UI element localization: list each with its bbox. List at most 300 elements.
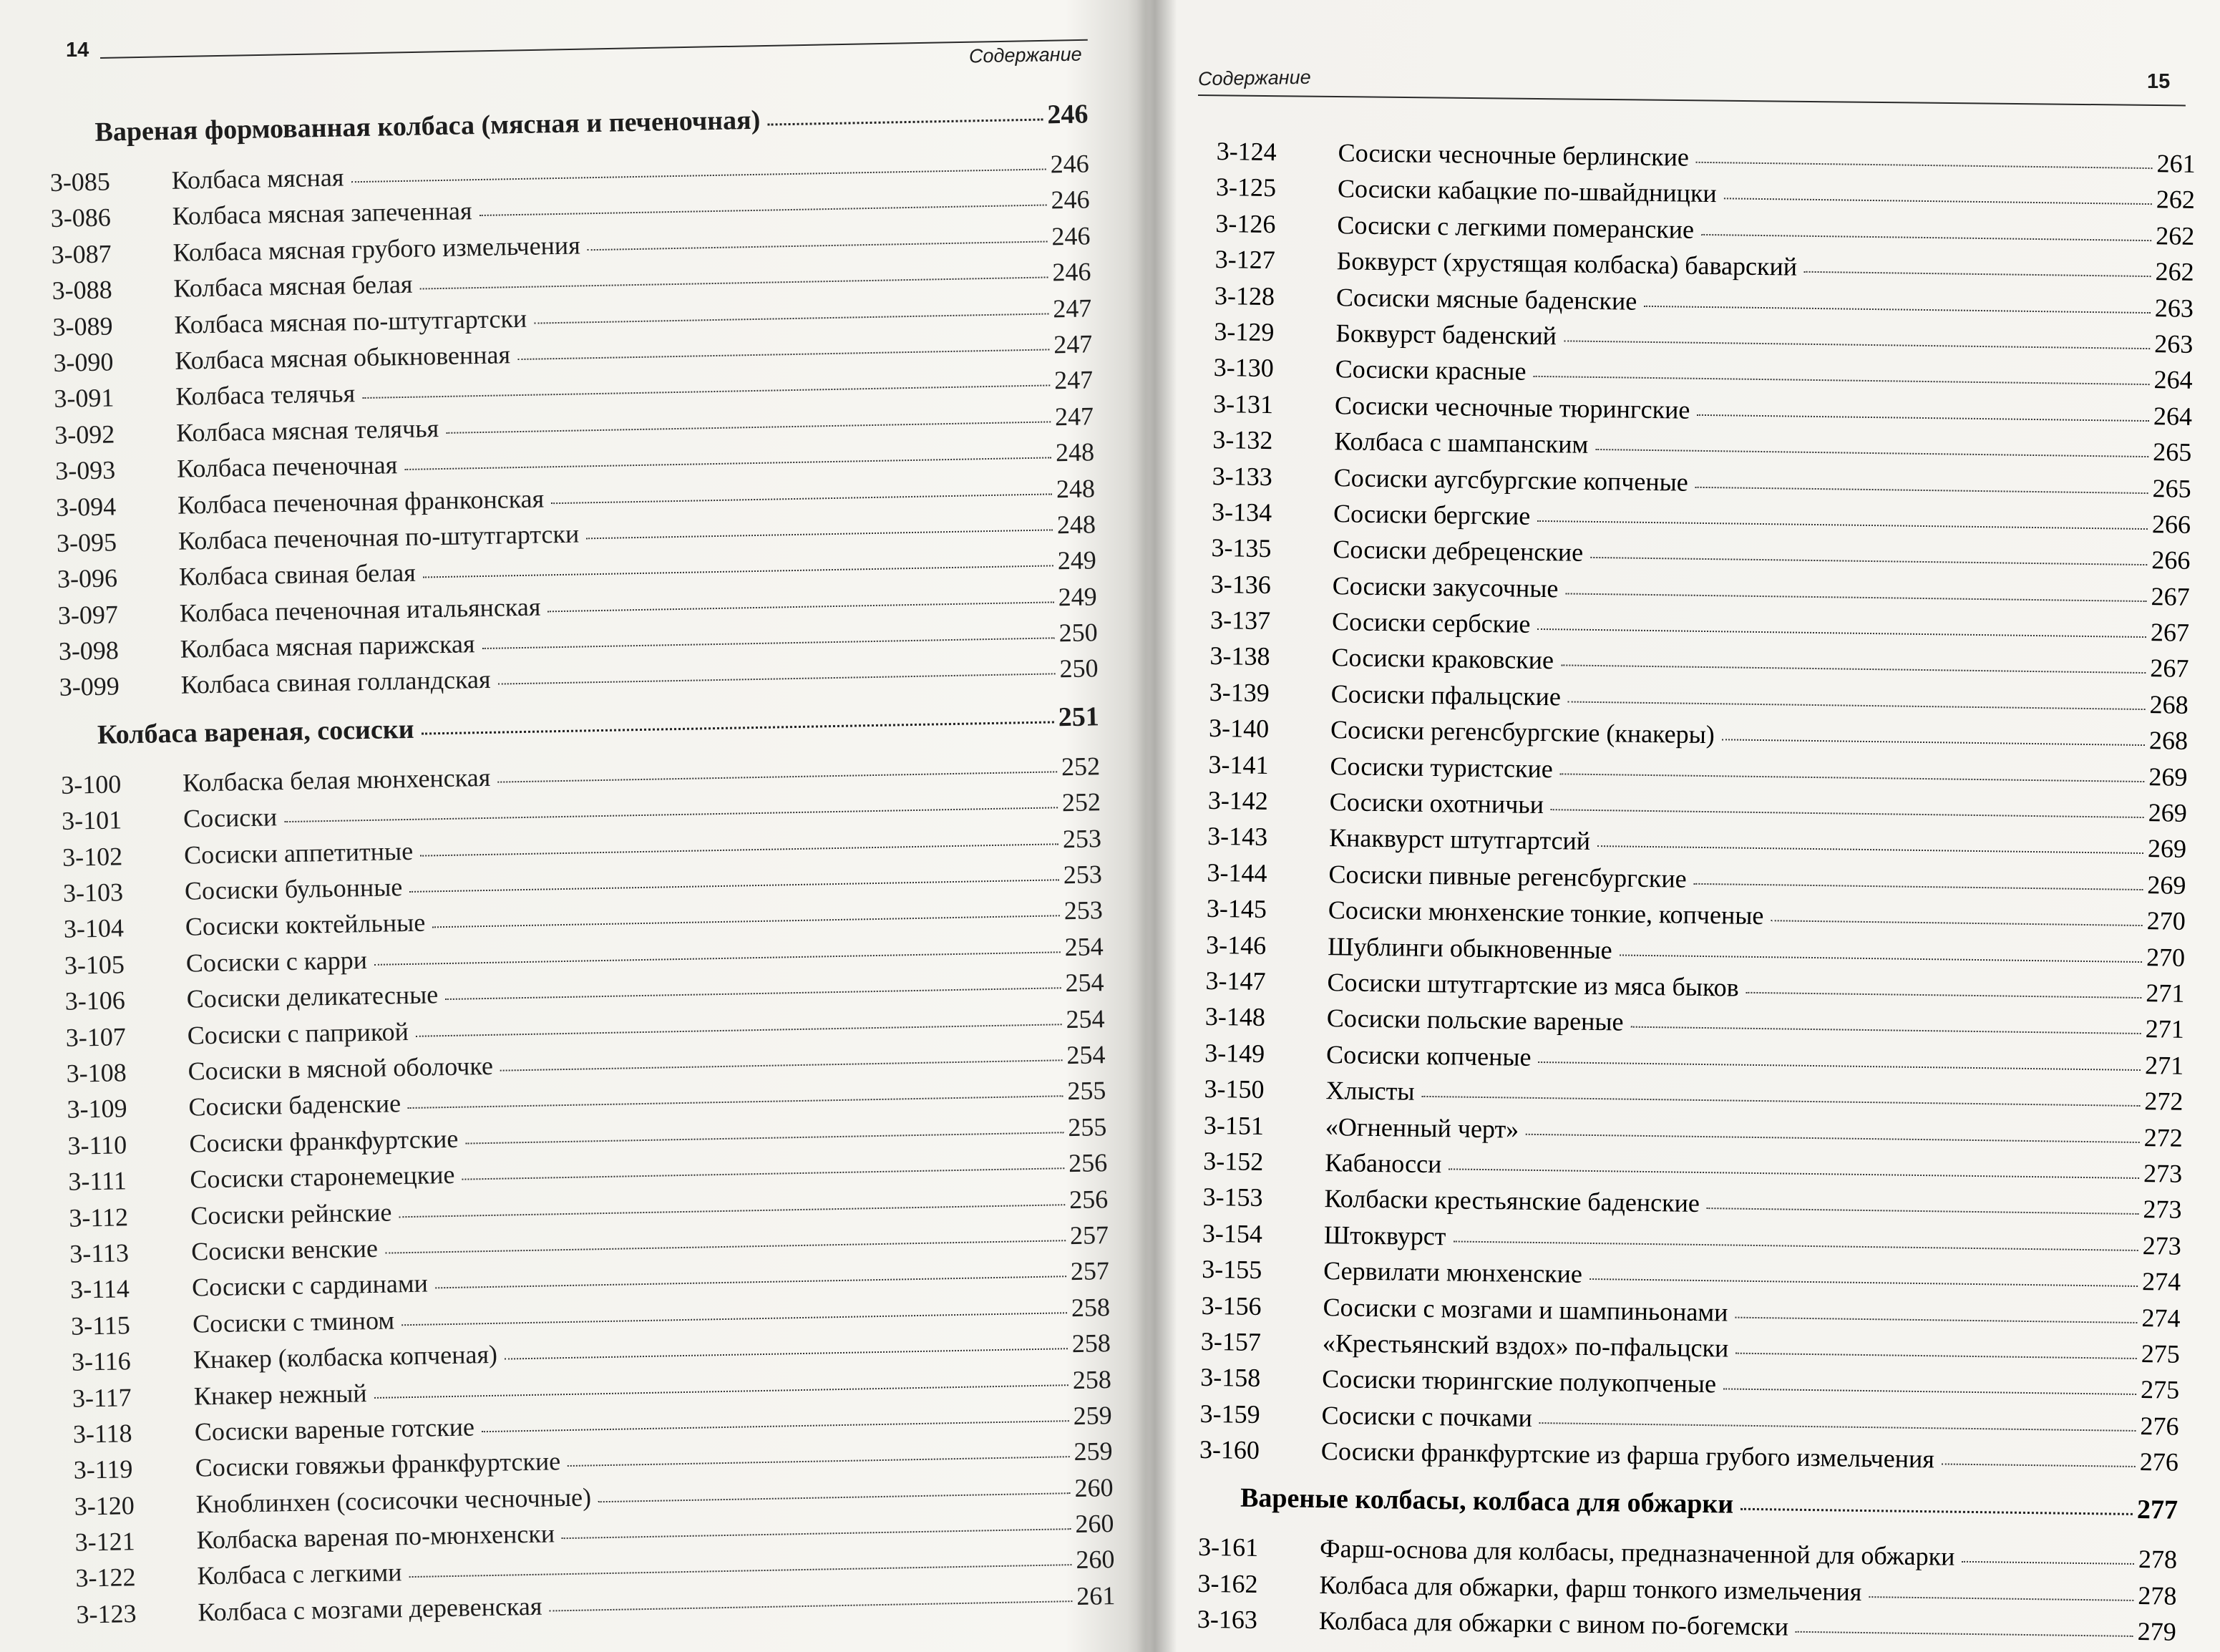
- dot-leader: [432, 915, 1060, 928]
- entry-page: 265: [2153, 437, 2192, 467]
- entry-title: Сосиски мюнхенские тонкие, копченые: [1328, 895, 1764, 931]
- entry-page: 254: [1064, 932, 1104, 961]
- dot-leader: [409, 1565, 1072, 1578]
- entry-code: 3-146: [1205, 930, 1267, 960]
- entry-code: 3-093: [54, 455, 116, 486]
- entry-title: Кнакер (колбаска копченая): [193, 1339, 498, 1374]
- entry-page: 274: [2141, 1303, 2181, 1333]
- dot-leader: [399, 1204, 1066, 1218]
- entry-page: 268: [2148, 726, 2189, 756]
- entry-code: 3-150: [1204, 1074, 1265, 1104]
- entry-page: 254: [1065, 968, 1104, 998]
- entry-title: Колбаса мясная парижская: [180, 629, 475, 664]
- entry-code: 3-161: [1197, 1532, 1259, 1563]
- entry-code: 3-124: [1216, 136, 1277, 167]
- entry-page: 271: [2145, 1014, 2185, 1044]
- entry-page: 262: [2155, 257, 2194, 287]
- dot-leader: [1697, 414, 2149, 422]
- entry-title: Колбаса мясная белая: [173, 269, 413, 303]
- entry-title: Колбаса свиная белая: [178, 558, 417, 592]
- entry-title: Шублинги обыкновенные: [1327, 931, 1612, 964]
- dot-leader: [568, 1456, 1070, 1467]
- entry-title: Кнакер нежный: [193, 1378, 367, 1411]
- dot-leader: [1568, 701, 2146, 710]
- entry-code: 3-143: [1207, 822, 1268, 852]
- entry-page: 260: [1075, 1509, 1114, 1539]
- entry-code: 3-144: [1207, 857, 1267, 888]
- entry-title: Сосиски туристские: [1330, 751, 1554, 783]
- page-number: 14: [66, 39, 89, 62]
- entry-code: 3-137: [1209, 606, 1271, 636]
- left-page-header: [0, 0, 1138, 72]
- entry-code: 3-106: [64, 986, 126, 1016]
- dot-leader: [1597, 845, 2143, 854]
- dot-leader: [1694, 883, 2143, 890]
- entry-page: 248: [1056, 510, 1096, 540]
- entry-title: Сосиски: [182, 802, 278, 833]
- entry-page: 247: [1052, 293, 1092, 323]
- entry-code: 3-135: [1211, 533, 1272, 563]
- entry-page: 253: [1062, 823, 1102, 853]
- dot-leader: [1746, 992, 2142, 999]
- entry-title: Колбаса печеночная: [176, 450, 398, 483]
- entry-title: Колбаса печеночная итальянская: [179, 592, 541, 628]
- entry-title: Хлысты: [1325, 1076, 1415, 1106]
- dot-leader: [1589, 1278, 2138, 1287]
- entry-title: Сосиски говяжьи франкфуртские: [195, 1447, 561, 1482]
- entry-code: 3-130: [1213, 353, 1275, 383]
- entry-code: 3-099: [59, 671, 120, 702]
- header-rule: [1198, 94, 2186, 106]
- dot-leader: [362, 385, 1050, 399]
- entry-page: 264: [2153, 365, 2193, 395]
- dot-leader: [598, 1492, 1071, 1502]
- entry-code: 3-139: [1209, 677, 1270, 707]
- entry-page: 269: [2148, 798, 2187, 827]
- dot-leader: [1741, 1508, 2133, 1515]
- dot-leader: [588, 240, 1048, 251]
- dot-leader: [1723, 1389, 2136, 1396]
- entry-page: 272: [2144, 1087, 2184, 1116]
- dot-leader: [482, 637, 1055, 649]
- dot-leader: [284, 807, 1058, 823]
- entry-title: Колбаса телячья: [175, 379, 356, 412]
- entry-page: 246: [1051, 185, 1090, 215]
- entry-page: 276: [2140, 1411, 2179, 1441]
- entry-code: 3-158: [1200, 1363, 1261, 1393]
- entry-code: 3-121: [74, 1527, 136, 1557]
- dot-leader: [1590, 557, 2147, 565]
- section-items: [1197, 1532, 2177, 1652]
- entry-title: Колбаса с легкими: [197, 1558, 402, 1590]
- entry-title: Колбаса мясная грубого измельчения: [172, 230, 581, 267]
- section-title: Вареная формованная колбаса (мясная и печеночная): [94, 105, 761, 147]
- dot-leader: [385, 1240, 1066, 1253]
- dot-leader: [401, 1312, 1067, 1326]
- entry-page: 275: [2140, 1375, 2180, 1405]
- entry-code: 3-155: [1202, 1254, 1262, 1285]
- entry-code: 3-117: [72, 1382, 132, 1413]
- entry-code: 3-136: [1210, 569, 1272, 599]
- entry-page: 276: [2139, 1447, 2179, 1477]
- dot-leader: [1701, 234, 2151, 241]
- dot-leader: [1869, 1596, 2133, 1601]
- entry-page: 260: [1075, 1545, 1115, 1575]
- entry-title: Сосиски дебреценские: [1333, 535, 1584, 568]
- entry-code: 3-110: [67, 1130, 127, 1160]
- entry-title: Кабаносси: [1324, 1148, 1442, 1179]
- dot-leader: [534, 313, 1048, 324]
- entry-title: Колбаска белая мюнхенская: [182, 762, 491, 797]
- dot-leader: [416, 1024, 1062, 1037]
- dot-leader: [408, 1096, 1063, 1109]
- dot-leader: [374, 1384, 1068, 1399]
- entry-page: 248: [1056, 473, 1096, 503]
- entry-code: 3-154: [1202, 1218, 1263, 1248]
- entry-title: Сосиски с сардинами: [191, 1268, 429, 1302]
- entry-page: 271: [2146, 978, 2185, 1008]
- entry-title: Сосиски старонемецкие: [190, 1160, 455, 1194]
- entry-code: 3-149: [1204, 1038, 1265, 1068]
- entry-title: Сосиски закусочные: [1332, 570, 1559, 603]
- entry-page: 246: [1051, 221, 1091, 251]
- right-contents-list: [1197, 136, 2195, 1652]
- entry-page: 263: [2154, 293, 2194, 323]
- dot-leader: [1453, 1240, 2138, 1251]
- entry-title: Колбаса мясная телячья: [175, 413, 439, 447]
- dot-leader: [497, 771, 1057, 782]
- entry-code: 3-132: [1212, 425, 1273, 455]
- entry-code: 3-113: [69, 1238, 130, 1268]
- entry-code: 3-122: [75, 1563, 136, 1593]
- section-items: [61, 751, 1116, 1636]
- entry-code: 3-100: [60, 769, 122, 800]
- entry-page: 246: [1052, 257, 1091, 287]
- entry-code: 3-091: [54, 383, 115, 414]
- dot-leader: [505, 1348, 1068, 1359]
- entry-page: 262: [2156, 220, 2195, 251]
- entry-code: 3-114: [69, 1274, 130, 1305]
- entry-code: 3-086: [50, 203, 112, 233]
- dot-leader: [1724, 198, 2152, 205]
- entry-title: Сосиски красные: [1335, 354, 1527, 387]
- entry-code: 3-095: [56, 528, 117, 558]
- entry-title: Сосиски краковские: [1331, 643, 1554, 675]
- entry-page: 270: [2146, 906, 2186, 936]
- left-contents-list: [49, 91, 1116, 1635]
- dot-leader: [1695, 486, 2148, 493]
- dot-leader: [500, 1059, 1063, 1071]
- entry-items: [1199, 136, 2196, 1483]
- entry-page: 261: [2156, 149, 2196, 178]
- entry-page: 269: [2147, 834, 2187, 864]
- entry-page: 254: [1066, 1004, 1105, 1034]
- entry-title: Колбаса с мозгами деревенская: [198, 1591, 542, 1627]
- entry-page: 259: [1074, 1437, 1113, 1467]
- entry-title: Колбаска вареная по-мюнхенски: [196, 1519, 555, 1555]
- entry-code: 3-148: [1204, 1002, 1266, 1032]
- running-title: Содержание: [1197, 66, 1311, 90]
- entry-code: 3-129: [1214, 316, 1275, 347]
- entry-code: 3-101: [61, 805, 122, 836]
- entry-page: 252: [1061, 787, 1101, 817]
- entry-title: Сосиски с тмином: [192, 1306, 395, 1338]
- entry-code: 3-140: [1208, 714, 1270, 744]
- entry-title: Сосиски пфальцские: [1330, 679, 1562, 711]
- dot-leader: [1696, 162, 2153, 169]
- entry-title: Сосиски штутгартские из мяса быков: [1327, 968, 1739, 1002]
- entry-code: 3-105: [64, 950, 125, 980]
- entry-title: Сервилати мюнхенские: [1323, 1256, 1583, 1288]
- entry-page: 266: [2151, 545, 2191, 575]
- entry-code: 3-127: [1214, 245, 1276, 275]
- dot-leader: [498, 674, 1056, 685]
- dot-leader: [445, 987, 1061, 1000]
- section-page: 277: [2136, 1495, 2178, 1526]
- entry-title: «Крестьянский вздох» по-пфальцски: [1322, 1328, 1729, 1363]
- entry-code: 3-147: [1205, 966, 1266, 996]
- entry-title: Сосиски кабацкие по-швайдницки: [1337, 174, 1717, 208]
- running-title: Содержание: [968, 43, 1082, 67]
- entry-code: 3-119: [73, 1454, 133, 1485]
- entry-title: Сосиски коктейльные: [185, 908, 426, 942]
- entry-title: Сосиски польские вареные: [1326, 1004, 1624, 1036]
- entry-page: 253: [1063, 860, 1103, 890]
- entry-page: 267: [2151, 581, 2190, 611]
- entry-title: Сосиски франкфуртские: [189, 1124, 459, 1158]
- entry-code: 3-141: [1208, 749, 1269, 779]
- entry-title: Сосиски чесночные тюрингские: [1334, 390, 1690, 424]
- dot-leader: [1526, 1133, 2140, 1142]
- dot-leader: [435, 1276, 1066, 1289]
- entry-title: Колбаса мясная обыкновенная: [175, 340, 511, 375]
- entry-title: Сосиски регенсбургские (кнакеры): [1330, 715, 1715, 749]
- entry-code: 3-153: [1202, 1182, 1263, 1213]
- section-title: Колбаса вареная, сосиски: [97, 714, 414, 750]
- dot-leader: [1538, 1061, 2141, 1071]
- entry-page: 266: [2151, 510, 2191, 539]
- entry-title: Колбаса печеночная франконская: [177, 483, 545, 520]
- dot-leader: [1449, 1168, 2139, 1179]
- dot-leader: [446, 421, 1051, 433]
- entry-code: 3-133: [1212, 461, 1273, 491]
- entry-code: 3-096: [57, 563, 118, 594]
- entry-code: 3-109: [67, 1094, 127, 1124]
- entry-code: 3-152: [1202, 1146, 1264, 1176]
- entry-code: 3-104: [63, 913, 125, 944]
- entry-code: 3-085: [49, 167, 111, 197]
- entry-page: 255: [1066, 1076, 1106, 1106]
- entry-code: 3-116: [71, 1346, 132, 1376]
- entry-title: Кноблинхен (сосисочки чесночные): [195, 1482, 592, 1519]
- entry-page: 265: [2152, 473, 2191, 503]
- entry-code: 3-159: [1199, 1399, 1260, 1429]
- entry-code: 3-157: [1200, 1326, 1262, 1356]
- entry-page: 275: [2141, 1338, 2181, 1369]
- entry-title: Сосиски с мозгами и шампиньонами: [1323, 1292, 1728, 1326]
- section-title: Вареные колбасы, колбаса для обжарки: [1240, 1483, 1734, 1520]
- entry-page: 246: [1050, 149, 1089, 179]
- entry-code: 3-162: [1197, 1568, 1258, 1598]
- entry-page: 268: [2149, 689, 2189, 719]
- entry-code: 3-128: [1214, 281, 1275, 311]
- page-number: 15: [2147, 70, 2171, 93]
- entry-page: 249: [1058, 581, 1098, 611]
- entry-page: 273: [2143, 1159, 2183, 1188]
- entry-page: 259: [1073, 1400, 1113, 1430]
- entry-page: 279: [2137, 1617, 2177, 1646]
- entry-code: 3-138: [1209, 641, 1270, 671]
- dot-leader: [1551, 809, 2144, 818]
- entry-title: Сосиски чесночные берлинские: [1338, 138, 1690, 172]
- entry-title: Колбаса для обжарки с вином по-богемски: [1318, 1606, 1789, 1641]
- entry-code: 3-118: [72, 1419, 132, 1449]
- dot-leader: [420, 843, 1058, 856]
- entry-page: 250: [1059, 653, 1099, 684]
- entry-title: Сосиски аугсбургские копченые: [1333, 462, 1689, 497]
- entry-title: Сосиски пивные регенсбургские: [1328, 859, 1687, 893]
- entry-page: 256: [1068, 1184, 1109, 1214]
- entry-page: 274: [2141, 1267, 2181, 1296]
- entry-title: Сосиски тюрингские полукопченые: [1322, 1364, 1717, 1399]
- entry-code: 3-112: [68, 1202, 129, 1233]
- entry-page: 262: [2156, 185, 2196, 215]
- dot-leader: [419, 277, 1048, 290]
- entry-page: 263: [2154, 329, 2194, 359]
- dot-leader: [1560, 773, 2145, 782]
- entry-code: 3-142: [1207, 785, 1269, 816]
- right-page-header: [1174, 0, 2220, 100]
- entry-page: 250: [1058, 618, 1098, 648]
- entry-page: 247: [1053, 329, 1093, 359]
- dot-leader: [551, 493, 1052, 504]
- dot-leader: [767, 119, 1043, 126]
- entry-title: Сосиски баденские: [188, 1089, 401, 1122]
- entry-code: 3-123: [76, 1598, 137, 1629]
- entry-page: 258: [1072, 1364, 1112, 1394]
- dot-leader: [1771, 920, 2142, 926]
- entry-page: 257: [1069, 1220, 1109, 1250]
- entry-title: Колбаса мясная: [171, 162, 344, 195]
- entry-title: Сосиски франкфуртские из фарша грубого измельчения: [1320, 1437, 1935, 1474]
- entry-page: 258: [1071, 1328, 1111, 1359]
- entry-code: 3-087: [51, 239, 112, 269]
- dot-leader: [547, 601, 1053, 612]
- entry-page: 247: [1053, 365, 1094, 395]
- entry-code: 3-115: [70, 1310, 131, 1341]
- entry-page: 270: [2146, 942, 2186, 972]
- entry-page: 257: [1070, 1256, 1110, 1286]
- entry-title: Сосиски в мясной оболочке: [188, 1051, 494, 1086]
- dot-leader: [1537, 520, 2148, 530]
- entry-page: 267: [2150, 618, 2190, 647]
- dot-leader: [1707, 1208, 2139, 1215]
- entry-page: 260: [1074, 1472, 1114, 1502]
- dot-leader: [1630, 1026, 2141, 1034]
- entry-page: 255: [1067, 1112, 1107, 1142]
- entry-title: Штоквурст: [1323, 1220, 1446, 1251]
- entry-page: 258: [1071, 1292, 1111, 1322]
- entry-title: Колбаски крестьянские баденские: [1324, 1184, 1700, 1218]
- dot-leader: [374, 951, 1061, 966]
- entry-code: 3-120: [74, 1490, 135, 1521]
- entry-title: Сосиски венские: [190, 1233, 379, 1266]
- entry-code: 3-107: [65, 1021, 127, 1052]
- entry-title: Сосиски с паприкой: [187, 1016, 409, 1050]
- dot-leader: [409, 879, 1059, 893]
- dot-leader: [482, 1420, 1069, 1432]
- entry-page: 247: [1054, 402, 1094, 432]
- entry-page: 271: [2144, 1050, 2184, 1080]
- dot-leader: [422, 721, 1054, 734]
- entry-page: 278: [2138, 1545, 2178, 1575]
- entry-title: Сосиски с почками: [1321, 1400, 1533, 1432]
- dot-leader: [1962, 1561, 2134, 1565]
- entry-page: 249: [1057, 545, 1097, 575]
- dot-leader: [1804, 271, 2151, 277]
- entry-title: Боквурст (хрустящая колбаска) баварский: [1336, 246, 1798, 281]
- dot-leader: [465, 1132, 1063, 1144]
- entry-code: 3-160: [1199, 1434, 1260, 1465]
- entry-title: Боквурст баденский: [1335, 319, 1557, 351]
- entry-code: 3-125: [1215, 173, 1277, 203]
- dot-leader: [1595, 449, 2148, 457]
- entry-page: 267: [2150, 653, 2189, 684]
- entry-title: Сосиски аппетитные: [183, 836, 414, 870]
- entry-code: 3-094: [55, 491, 117, 522]
- entry-code: 3-145: [1206, 894, 1267, 924]
- entry-code: 3-103: [62, 878, 124, 908]
- dot-leader: [1735, 1353, 2137, 1359]
- dot-leader: [462, 1167, 1064, 1180]
- entry-title: Колбаса свиная голландская: [180, 665, 491, 700]
- entry-title: Кнаквурст штутгартсий: [1328, 823, 1591, 856]
- entry-page: 261: [1076, 1580, 1116, 1610]
- entry-page: 269: [2148, 762, 2188, 792]
- header-rule: [100, 39, 1088, 59]
- dot-leader: [351, 168, 1046, 183]
- entry-page: 252: [1061, 752, 1101, 782]
- entry-page: 264: [2153, 401, 2193, 431]
- entry-title: Сосиски рейнские: [190, 1197, 392, 1230]
- dot-leader: [1537, 628, 2146, 638]
- entry-title: Сосиски вареные готские: [194, 1412, 475, 1447]
- dot-leader: [517, 349, 1049, 360]
- dot-leader: [1533, 376, 2149, 385]
- entry-page: 272: [2143, 1122, 2184, 1152]
- entry-code: 3-134: [1211, 497, 1272, 527]
- dot-leader: [549, 1600, 1072, 1611]
- entry-page: 248: [1055, 437, 1095, 467]
- entry-title: Фарш-основа для колбасы, предназначенной для обжарки: [1319, 1534, 1955, 1572]
- dot-leader: [1735, 1316, 2137, 1323]
- entry-code: 3-126: [1215, 208, 1276, 238]
- entry-title: Колбаса для обжарки, фарш тонкого измельчения: [1319, 1570, 1862, 1606]
- entry-title: «Огненный черт»: [1325, 1112, 1519, 1144]
- dot-leader: [1644, 305, 2151, 313]
- dot-leader: [1942, 1463, 2136, 1467]
- entry-title: Колбаса с шампанским: [1334, 427, 1589, 459]
- entry-page: 273: [2143, 1195, 2182, 1225]
- entry-title: Сосиски бергские: [1333, 499, 1531, 530]
- entry-title: Колбаса мясная запеченная: [172, 196, 472, 231]
- entry-code: 3-163: [1197, 1605, 1258, 1635]
- entry-title: Колбаса мясная по-штутгартски: [174, 303, 527, 339]
- entry-code: 3-092: [54, 419, 115, 450]
- entry-code: 3-111: [68, 1166, 127, 1196]
- dot-leader: [1620, 954, 2142, 963]
- entry-title: Сосиски сербские: [1331, 607, 1531, 638]
